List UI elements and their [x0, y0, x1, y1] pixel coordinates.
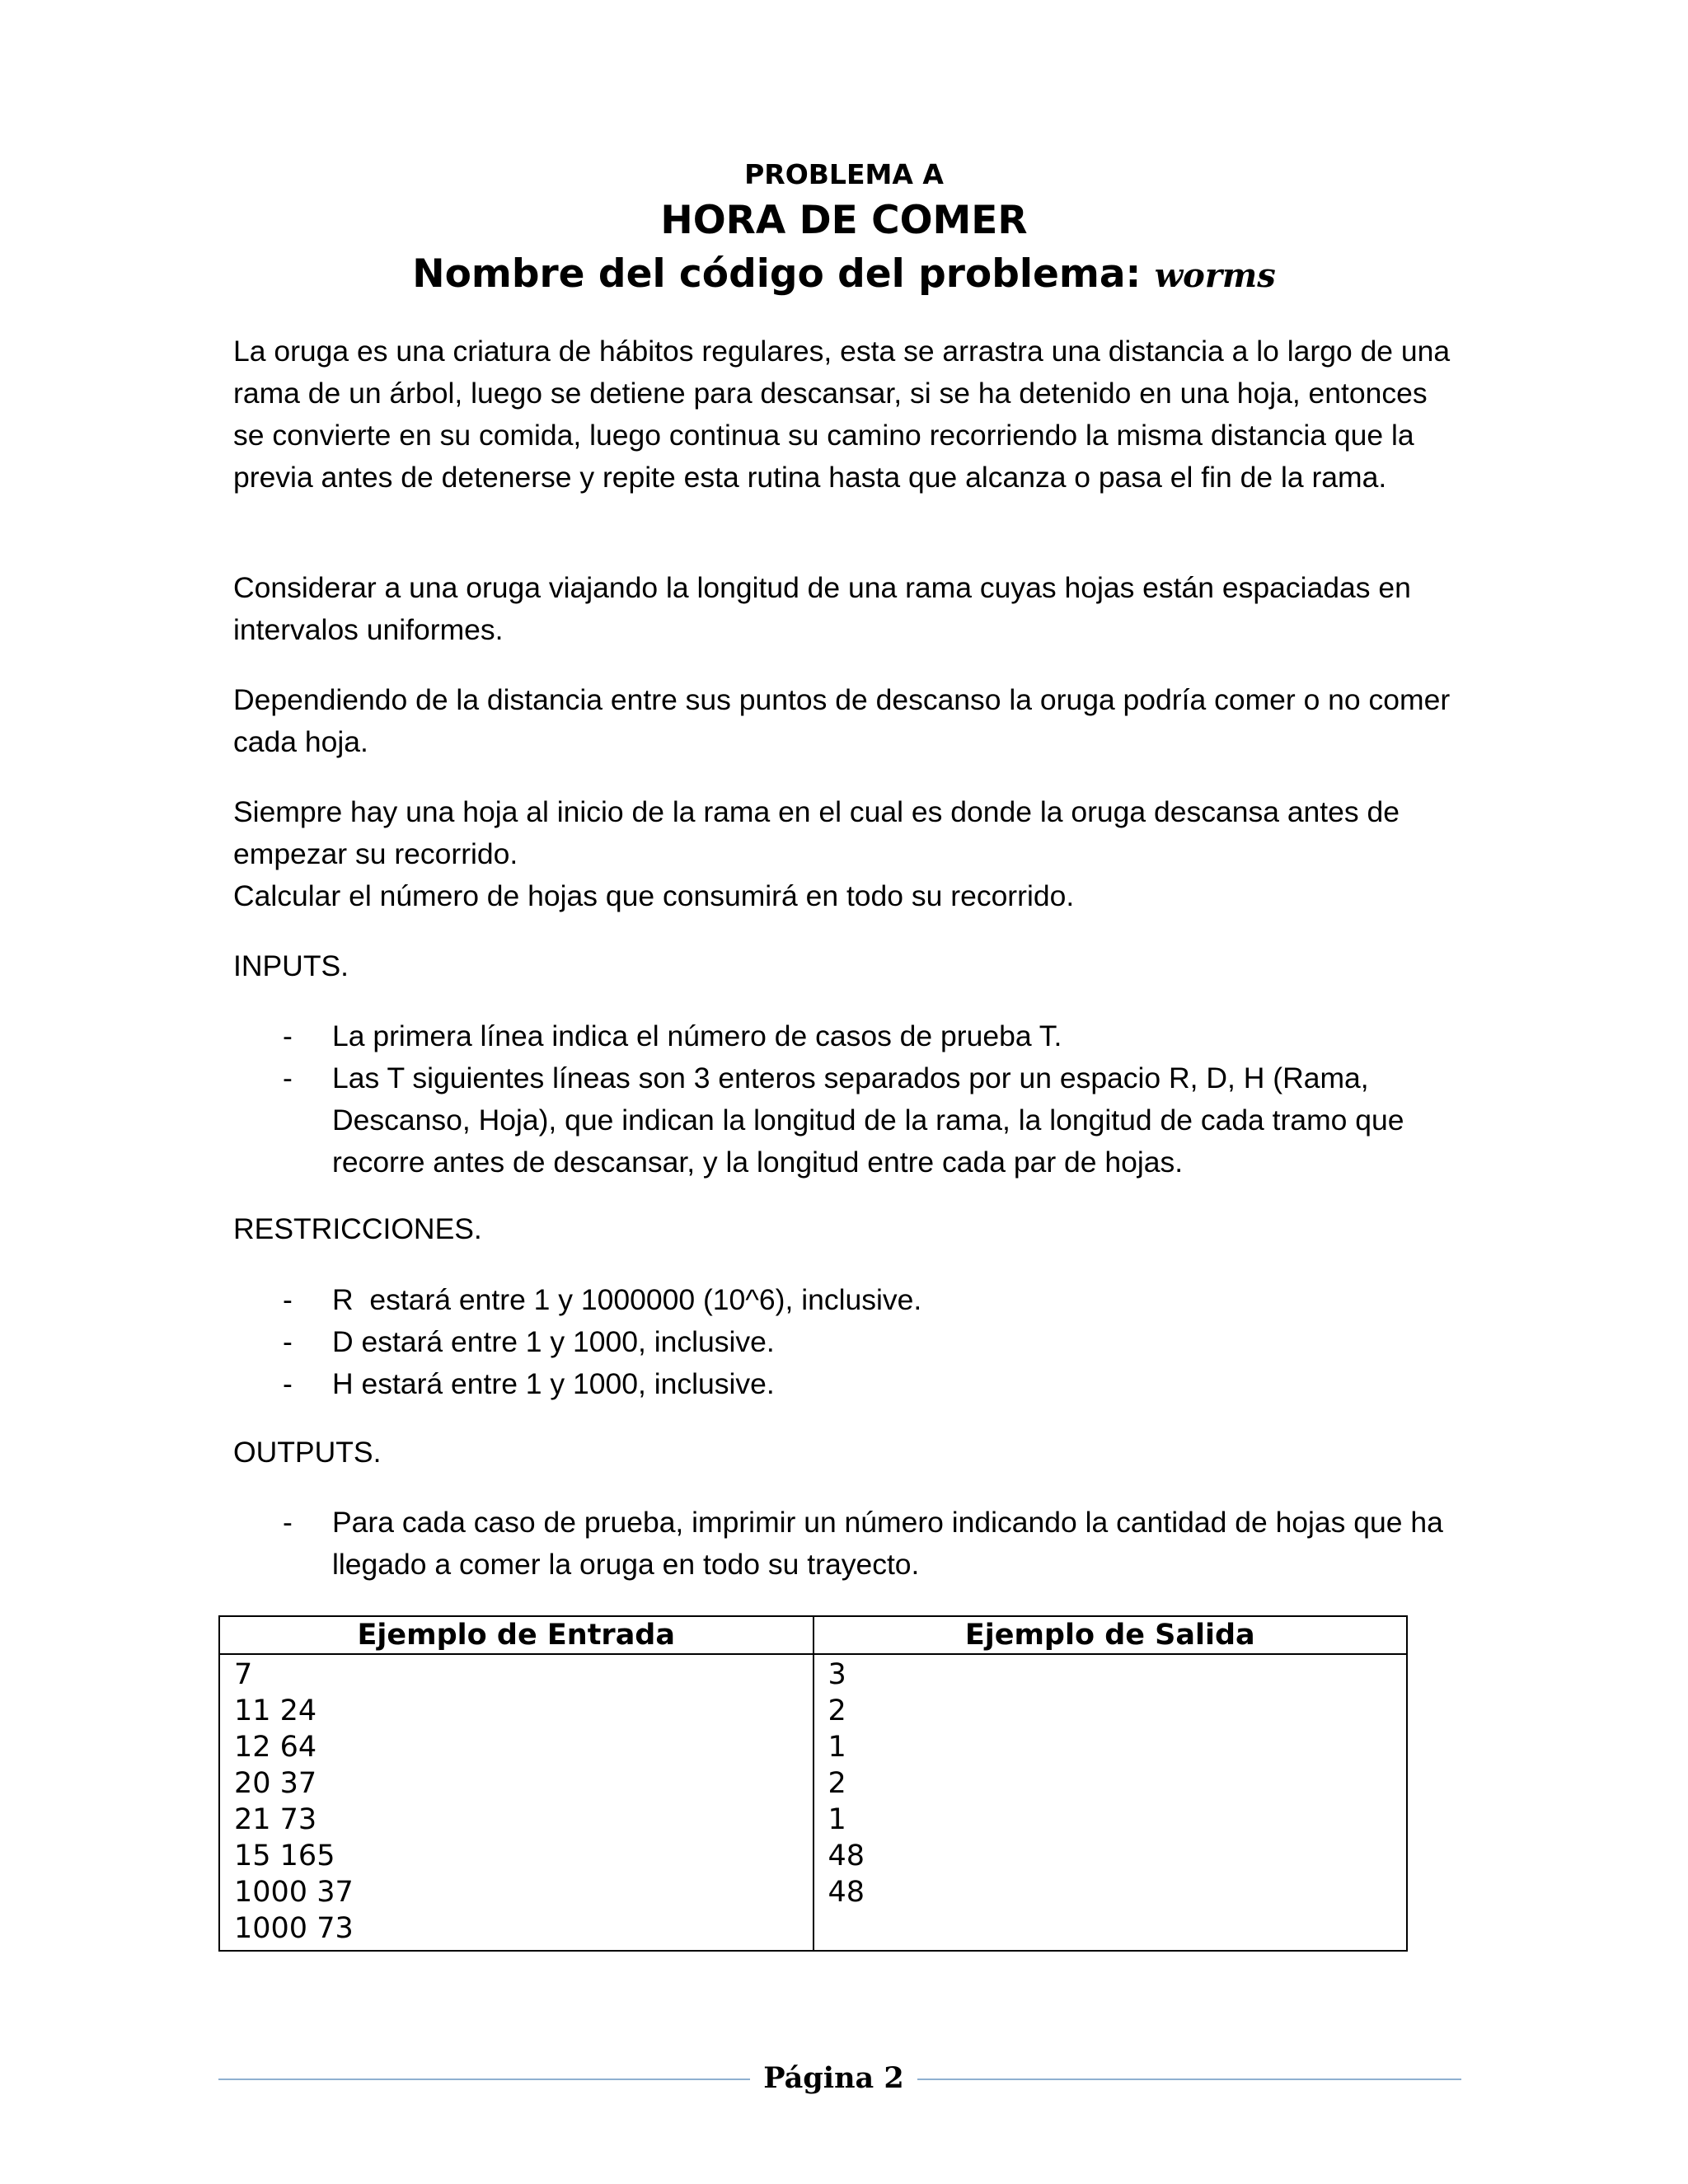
output-line: 2: [828, 1694, 846, 1727]
list-item: [233, 1279, 1453, 1321]
start-leaf-text: Siempre hay una hoja al inicio de la rama en el cual es donde la oruga descansa antes de empezar su recorrido.: [233, 795, 1400, 870]
input-column-header: Ejemplo de Entrada: [219, 1616, 814, 1654]
list-item: [233, 1363, 1453, 1405]
table-row: [219, 1654, 1407, 1951]
input-line: 21 73: [234, 1803, 317, 1836]
list-item: [233, 1015, 1453, 1057]
output-line: 48: [828, 1840, 865, 1872]
output-line: 48: [828, 1876, 865, 1909]
restrictions-list: [233, 1279, 1453, 1405]
list-item-text: Las T siguientes líneas son 3 enteros separados por un espacio R, D, H (Rama, Descanso, Hoja), que indican la longitud de la rama, la longitud de cada tramo que recorre antes de descansar, y la longitud entre cada par de hojas.: [332, 1062, 1404, 1179]
input-line: 7: [234, 1658, 253, 1691]
dash-bullet: -: [283, 1283, 293, 1316]
output-line: 3: [828, 1658, 846, 1691]
input-line: 1000 37: [234, 1876, 354, 1909]
footer-divider-right: [917, 2079, 1461, 2080]
examples-table: [218, 1615, 1408, 1952]
start-leaf-paragraph: [233, 791, 1453, 917]
input-line: 12 64: [234, 1731, 317, 1764]
outputs-list: [233, 1502, 1453, 1586]
input-line: 11 24: [234, 1694, 317, 1727]
output-line: 2: [828, 1767, 846, 1800]
task-text: Calcular el número de hojas que consumirá en todo su recorrido.: [233, 879, 1075, 912]
output-column-header: Ejemplo de Salida: [814, 1616, 1408, 1654]
page-number: Página 2: [763, 2061, 904, 2095]
dash-bullet: -: [283, 1062, 293, 1094]
dash-bullet: -: [283, 1325, 293, 1358]
input-line: 20 37: [234, 1767, 317, 1800]
problem-code-name: worms: [1154, 256, 1276, 295]
problem-code-label: Nombre del código del problema:: [412, 251, 1155, 297]
input-line: 1000 73: [234, 1912, 354, 1945]
list-item-text: H estará entre 1 y 1000, inclusive.: [332, 1367, 775, 1400]
table-header-row: [219, 1616, 1407, 1654]
list-item: [233, 1502, 1453, 1586]
list-item-text: D estará entre 1 y 1000, inclusive.: [332, 1325, 775, 1358]
restrictions-label: RESTRICCIONES.: [233, 1212, 482, 1245]
problem-title: HORA DE COMER: [660, 198, 1028, 243]
outputs-label: OUTPUTS.: [233, 1436, 382, 1469]
dash-bullet: -: [283, 1367, 293, 1400]
problem-kicker: PROBLEMA A: [744, 158, 944, 190]
intro-paragraph: La oruga es una criatura de hábitos regulares, esta se arrastra una distancia a lo largo de una rama de un árbol, luego se detiene para descansar, si se ha detenido en una hoja, entonces se convierte en su comida, luego continua su camino recorriendo la misma distancia que la previa antes de detenerse y repite esta rutina hasta que alcanza o pasa el fin de la rama.: [233, 335, 1451, 494]
inputs-list: [233, 1015, 1453, 1183]
output-line: 1: [828, 1731, 846, 1764]
footer-divider-left: [218, 2079, 750, 2080]
list-item: [233, 1321, 1453, 1363]
list-item-text: La primera línea indica el número de casos de prueba T.: [332, 1019, 1062, 1052]
dash-bullet: -: [283, 1506, 293, 1539]
inputs-label: INPUTS.: [233, 949, 349, 982]
list-item-text: Para cada caso de prueba, imprimir un número indicando la cantidad de hojas que ha llegado a comer la oruga en todo su trayecto.: [332, 1506, 1443, 1581]
example-output-cell: [814, 1654, 1408, 1951]
context-paragraph: Considerar a una oruga viajando la longitud de una rama cuyas hojas están espaciadas en intervalos uniformes.: [233, 571, 1411, 646]
example-input-cell: [219, 1654, 814, 1951]
output-line: 1: [828, 1803, 846, 1836]
dash-bullet: -: [283, 1019, 293, 1052]
list-item: [233, 1057, 1453, 1183]
problem-code-line: [0, 251, 1688, 297]
distance-paragraph: Dependiendo de la distancia entre sus puntos de descanso la oruga podría comer o no comer cada hoja.: [233, 683, 1451, 758]
list-item-text: R estará entre 1 y 1000000 (10^6), inclusive.: [332, 1283, 922, 1316]
input-line: 15 165: [234, 1840, 335, 1872]
